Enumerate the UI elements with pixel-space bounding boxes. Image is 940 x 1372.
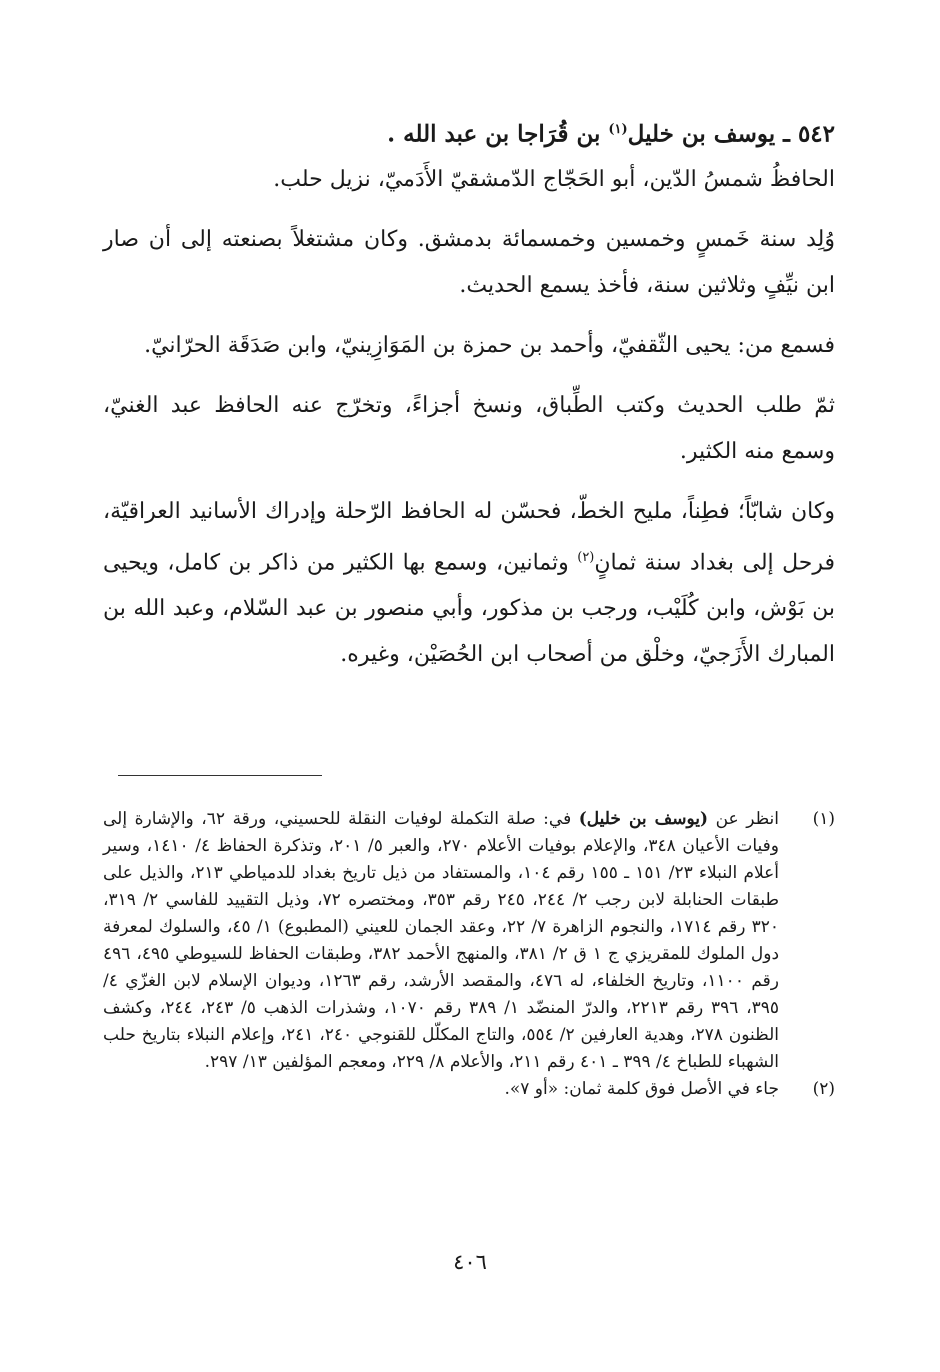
footnote-1-lead: انظر عن: [708, 809, 779, 829]
footnote-1-text: [103, 806, 779, 1076]
footnote-2-text: [103, 1076, 779, 1103]
paragraph-2: وُلِد سنة خَمسٍ وخمسين وخمسمائة بدمشق. وكان مشتغلاً بصنعته إلى أن صار ابن نيِّفٍ وثلاثين سنة، فأخذ يسمع الحديث.: [103, 226, 835, 298]
footnote-1: [103, 806, 835, 1076]
page-number: ٤٠٦: [453, 1250, 487, 1274]
footnote-separator: [118, 775, 322, 776]
entry-number: ٥٤٢: [797, 120, 835, 148]
footnote-1-subject: (يوسف بن خليل): [578, 809, 709, 829]
footnote-2: [103, 1076, 835, 1103]
footnote-1-number: (١): [812, 809, 835, 829]
main-text: [103, 108, 835, 678]
footnote-1-body: في: صلة التكملة لوفيات النقلة للحسيني، ورقة ٦٢، والإشارة إلى وفيات الأعيان ٣٤٨، والإعلام بوفيات الأعلام ٢٧٠، والعبر ٥/ ٢٠١، وتذكرة الحفاظ ٤/ ١٤١٠، وسير أعلام النبلاء ٢٣/ ١٥١ ـ ١٥٥ رقم ١٠٤، والمستفاد من ذيل تاريخ بغداد للدمياطي ٢١٣، والذيل على طبقات الحنابلة لابن رجب ٢/ ٢٤٤، ٢٤٥ رقم ٣٥٣، ومختصره ٧٢، وذيل التقييد للفاسي ٢/ ٣١٩، ٣٢٠ رقم ١٧١٤، والنجوم الزاهرة ٧/ ٢٢، وعقد الجمان للعيني (المطبوع) ١/ ٤٥، والسلوك لمعرفة دول الملوك للمقريزي ج ١ ق ٢/ ٣٨١، والمنهج الأحمد ٣٨٢، وطبقات الحفاظ للسيوطي ٤٩٥، ٤٩٦ رقم ١١٠٠، وتاريخ الخلفاء، له ٤٧٦، والمقصد الأرشد، رقم ١٢٦٣، وديوان الإسلام لابن الغزّي ٤/ ٣٩٥، ٣٩٦ رقم ٢٢١٣، والدرّ المنضّد ١/ ٣٨٩ رقم ١٠٧٠، وشذرات الذهب ٥/ ٢٤٣، ٢٤٤، وكشف الظنون ٢٧٨، وهدية العارفين ٢/ ٥٥٤، والتاج المكلّل للقنوجي ٢٤٠، ٢٤١، وإعلام النبلاء بتاريخ حلب الشهباء للطباخ ٤/ ٣٩٩ ـ ٤٠١ رقم ٢١١، والأعلام ٨/ ٢٢٩، ومعجم المؤلفين ١٣/ ٢٩٧.: [103, 809, 780, 1072]
footnote-ref-2[interactable]: (٢): [577, 549, 595, 565]
paragraph-3: فسمع من: يحيى الثّقفيّ، وأحمد بن حمزة بن المَوَازِينيّ، وابن صَدَقَة الحرّانيّ.: [144, 332, 835, 358]
entry-separator: ـ: [783, 120, 790, 148]
paragraph-1: الحافظُ شمسُ الدّين، أبو الحَجّاج الدّمشقيّ الأَدَميّ، نزيل حلب.: [273, 166, 835, 192]
paragraph-5: [103, 489, 835, 678]
entry-name-part2: بن قُرَاجا بن عبد الله .: [387, 120, 601, 148]
entry-name-part1: يوسف بن خليل: [627, 120, 776, 148]
entry-heading: [103, 108, 835, 157]
footnote-ref-1[interactable]: (١): [608, 122, 628, 137]
footnote-2-number: (٢): [812, 1079, 835, 1099]
paragraph-5-before-ref: وكان شابّاً؛ فطِناً، مليح الخطّ، فحسّن له الحافظ الرّحلة وإدراك الأسانيد العراقيّة، فرحل إلى بغداد سنة ثمانٍ: [103, 498, 835, 575]
paragraph-5-after-ref: وثمانين، وسمع بها الكثير من ذاكر بن كامل، ويحيى بن بَوْش، وابن كُلَيْب، ورجب بن مذكور، وأبي منصور بن عبد السّلام، وعبد الله بن المبارك الأَزَجيّ، وخلْق من أصحاب ابن الحُصَيْن، وغيره.: [103, 549, 835, 667]
paragraph-4: ثمّ طلب الحديث وكتب الطِّباق، ونسخ أجزاءً، وتخرّج عنه الحافظ عبد الغنيّ، وسمع منه الكثير.: [103, 392, 835, 464]
footnotes: [103, 806, 835, 1103]
footnote-2-body: جاء في الأصل فوق كلمة ثمان: «أو ٧».: [504, 1079, 779, 1099]
